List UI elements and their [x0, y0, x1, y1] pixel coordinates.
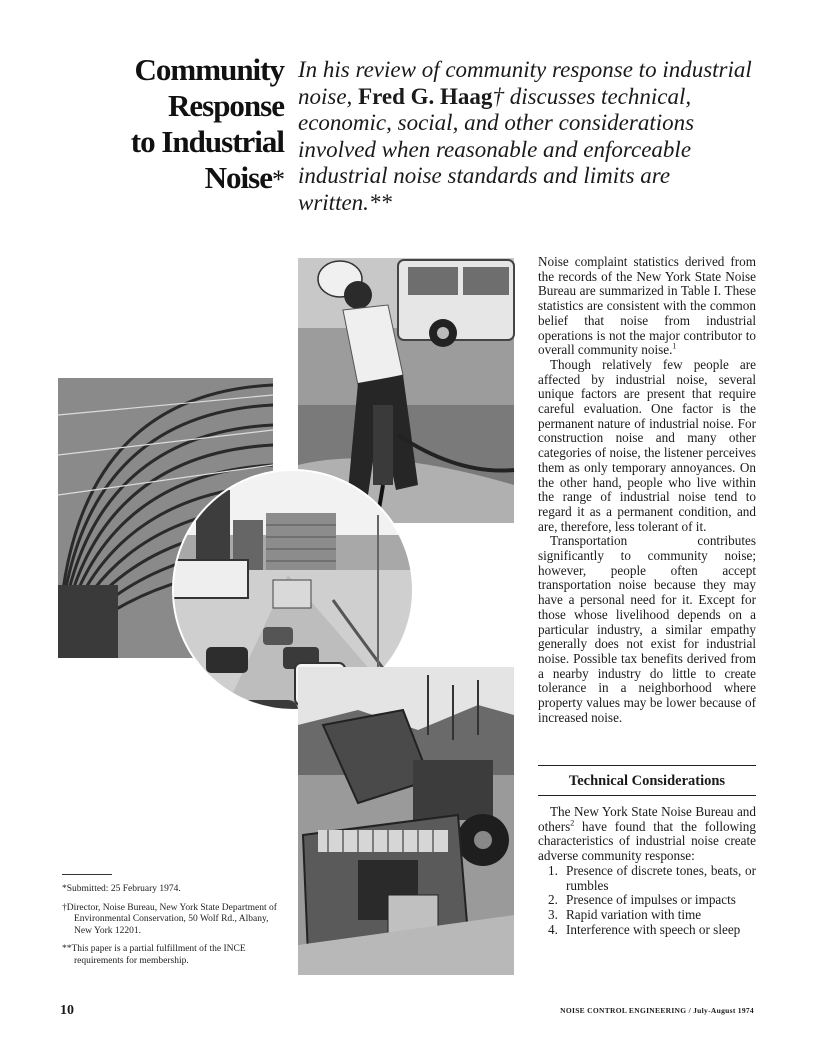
characteristics-list — [538, 864, 756, 938]
section-heading: Technical Considerations — [568, 773, 726, 789]
footnote-rule — [62, 874, 112, 875]
paragraph-text: have found that the following characteristics of industrial noise create adverse community response: — [538, 818, 756, 864]
reference-mark: 1 — [672, 341, 677, 351]
title-footnote-mark: * — [272, 165, 284, 194]
footnotes — [62, 884, 282, 974]
list-item — [538, 893, 756, 908]
paragraph-text: Noise complaint statistics derived from the records of the New York State Noise Bureau are summarized in Table I. These statistics are consistent with the common belief that noise from industrial operations is not the major contributor to overall community noise. — [538, 254, 756, 358]
running-footer: NOISE CONTROL ENGINEERING / July-August 1974 — [560, 1006, 754, 1015]
article-title — [44, 52, 284, 198]
footnote: *Submitted: 25 February 1974. — [62, 884, 181, 894]
list-number: 2. — [548, 892, 558, 908]
section-rule-bottom — [538, 795, 756, 796]
title-line: Response — [167, 88, 284, 123]
paragraph — [538, 255, 756, 358]
body-column — [538, 255, 756, 726]
list-text: Rapid variation with time — [566, 906, 702, 922]
article-deck — [298, 57, 768, 216]
list-number: 3. — [548, 906, 558, 922]
paragraph-text: The New York State Noise Bureau and others — [538, 804, 756, 834]
list-item — [538, 908, 756, 923]
list-number: 1. — [548, 862, 558, 878]
bulldozer-photo — [298, 667, 514, 975]
reference-mark: 2 — [570, 818, 575, 828]
photo-collage — [58, 255, 518, 975]
deck-text-before: In his review of community response to industrial noise, — [298, 57, 752, 109]
list-item — [538, 923, 756, 938]
paragraph — [538, 805, 756, 864]
author-name: Fred G. Haag — [358, 83, 493, 109]
section-rule-top — [538, 765, 756, 766]
paragraph: Though relatively few people are affected by industrial noise, several unique factors are present that require careful evaluation. One factor is the permanent nature of industrial noise. For construction noise and many other categories of noise, the listener perceives them as only temporary annoyances. On the other hand, people who live within the range of industrial noise tend to regard it as a permanent condition, and are, therefore, less tolerant of it. — [538, 356, 756, 534]
list-text: Presence of impulses or impacts — [566, 892, 736, 908]
footnote: †Director, Noise Bureau, New York State Department of Environmental Conservation, 50 Wolf Rd., Albany, New York 12201. — [62, 902, 277, 936]
list-item — [538, 864, 756, 893]
title-line: to Industrial — [130, 124, 284, 159]
list-text: Interference with speech or sleep — [566, 921, 741, 937]
footnote: **This paper is a partial fulfillment of the INCE requirements for membership. — [62, 944, 246, 966]
paragraph: Transportation contributes significantly to community noise; however, people often accept transportation noise because they may have a personal need for it. Except for those whose livelihood depends on a particular industry, a similar empathy generally does not exist for industrial noise. Possible tax benefits derived from a nearby industry do little to create tolerance in a neighborhood where property values may be lower because of increased noise. — [538, 533, 756, 725]
section-body — [538, 805, 756, 937]
list-text: Presence of discrete tones, beats, or rumbles — [566, 862, 756, 893]
title-line: Noise — [204, 160, 272, 195]
deck-text-after: † discusses technical, economic, social, and other considerations involved when reasonable and enforceable industrial noise standards and limits are written.** — [298, 83, 695, 215]
page-number: 10 — [60, 1003, 74, 1018]
title-line: Community — [134, 52, 284, 87]
list-number: 4. — [548, 921, 558, 937]
